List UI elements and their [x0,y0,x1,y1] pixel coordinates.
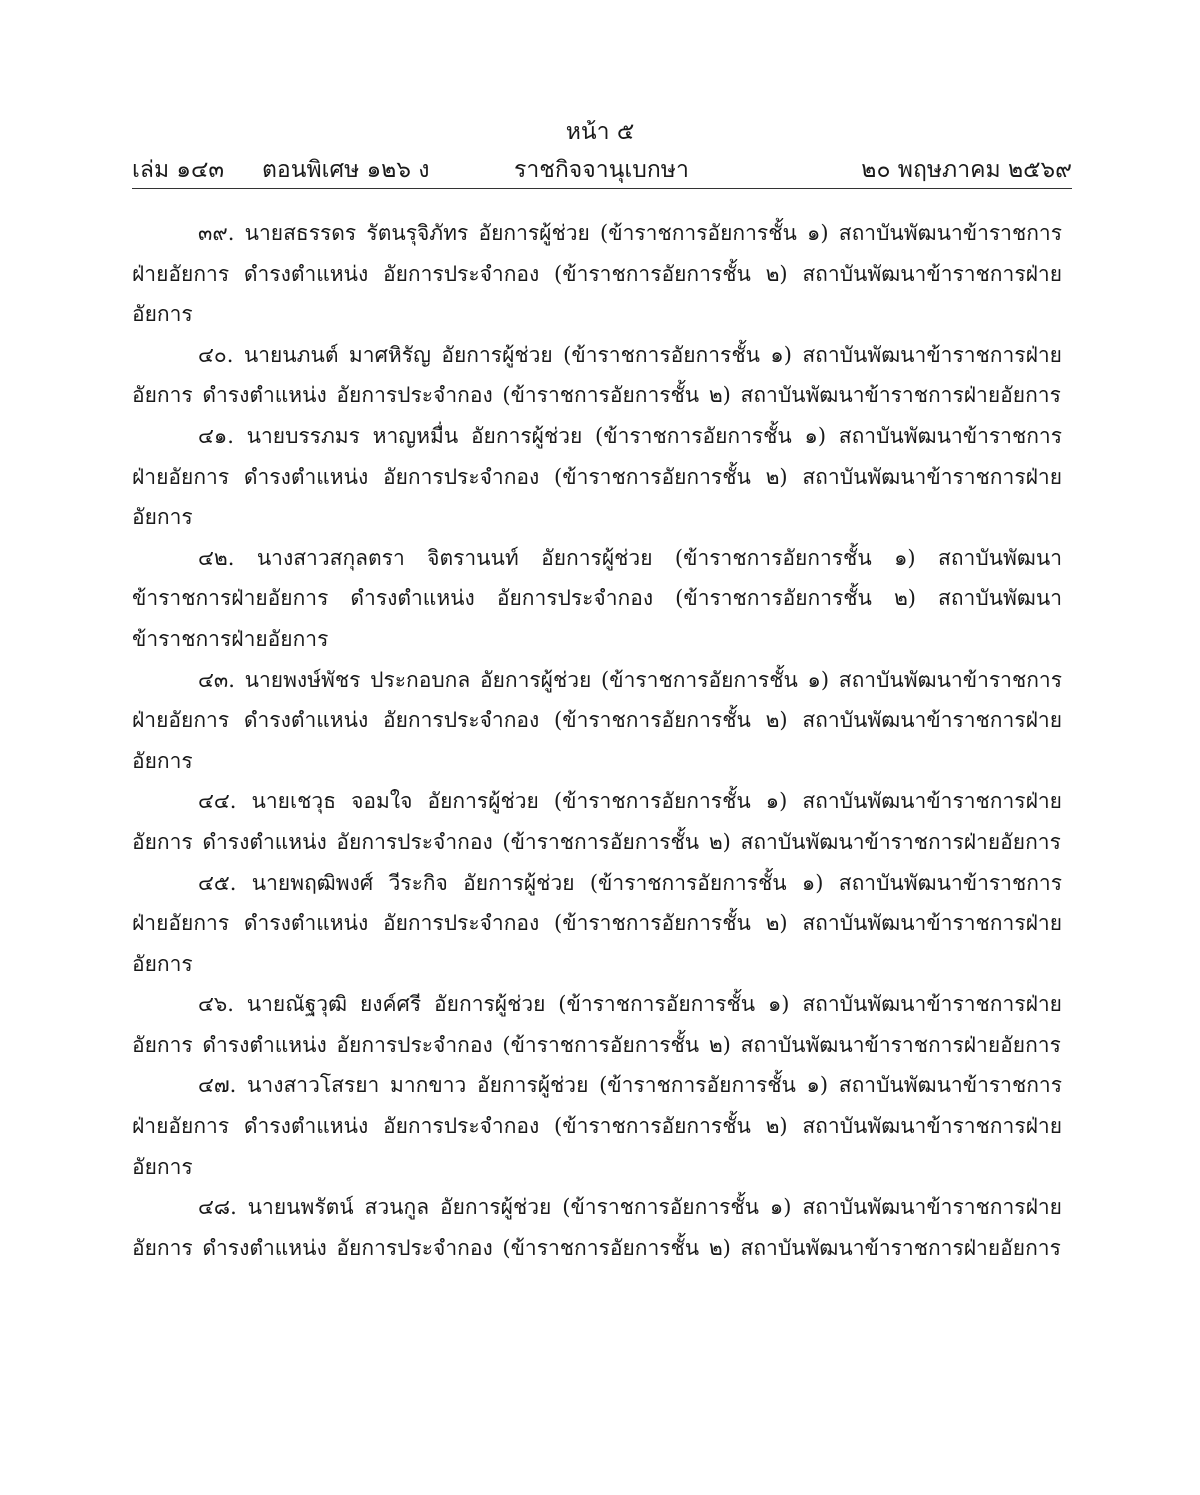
appointment-entry: ๔๓. นายพงษ์พัชร ประกอบกล อัยการผู้ช่วย (ข้าราชการอัยการชั้น ๑) สถาบันพัฒนาข้าราชการฝ่ายอัยการ ดำรงตำแหน่ง อัยการประจำกอง (ข้าราชการอัยการชั้น ๒) สถาบันพัฒนาข้าราชการฝ่ายอัยการ [132,667,1062,773]
page-number: หน้า ๕ [565,119,635,145]
header-divider [132,188,1072,189]
volume-label: เล่ม ๑๔๓ [132,157,225,183]
gazette-header [132,152,1072,188]
appointment-entry: ๓๙. นายสธรรดร รัตนรุจิภัทร อัยการผู้ช่วย (ข้าราชการอัยการชั้น ๑) สถาบันพัฒนาข้าราชการฝ่ายอัยการ ดำรงตำแหน่ง อัยการประจำกอง (ข้าราชการอัยการชั้น ๒) สถาบันพัฒนาข้าราชการฝ่ายอัยการ [132,221,1062,327]
appointment-entry: ๔๒. นางสาวสกุลตรา จิตรานนท์ อัยการผู้ช่วย (ข้าราชการอัยการชั้น ๑) สถาบันพัฒนาข้าราชการฝ่ายอัยการ ดำรงตำแหน่ง อัยการประจำกอง (ข้าราชการอัยการชั้น ๒) สถาบันพัฒนาข้าราชการฝ่ายอัยการ [132,545,1062,651]
appointment-list [132,213,1062,1268]
publication-date: ๒๐ พฤษภาคม ๒๕๖๙ [861,157,1072,183]
appointment-entry: ๔๔. นายเชวุธ จอมใจ อัยการผู้ช่วย (ข้าราชการอัยการชั้น ๑) สถาบันพัฒนาข้าราชการฝ่ายอัยการ ดำรงตำแหน่ง อัยการประจำกอง (ข้าราชการอัยการชั้น ๒) สถาบันพัฒนาข้าราชการฝ่ายอัยการ [132,789,1062,854]
gazette-title: ราชกิจจานุเบกษา [514,157,689,183]
appointment-entry: ๔๘. นายนพรัตน์ สวนกูล อัยการผู้ช่วย (ข้าราชการอัยการชั้น ๑) สถาบันพัฒนาข้าราชการฝ่ายอัยการ ดำรงตำแหน่ง อัยการประจำกอง (ข้าราชการอัยการชั้น ๒) สถาบันพัฒนาข้าราชการฝ่ายอัยการ [132,1195,1062,1260]
appointment-entry: ๔๑. นายบรรภมร หาญหมื่น อัยการผู้ช่วย (ข้าราชการอัยการชั้น ๑) สถาบันพัฒนาข้าราชการฝ่ายอัยการ ดำรงตำแหน่ง อัยการประจำกอง (ข้าราชการอัยการชั้น ๒) สถาบันพัฒนาข้าราชการฝ่ายอัยการ [132,423,1062,530]
issue-label: ตอนพิเศษ ๑๒๖ ง [262,157,430,183]
appointment-entry: ๔๐. นายนภนต์ มาศหิรัญ อัยการผู้ช่วย (ข้าราชการอัยการชั้น ๑) สถาบันพัฒนาข้าราชการฝ่ายอัยการ ดำรงตำแหน่ง อัยการประจำกอง (ข้าราชการอัยการชั้น ๒) สถาบันพัฒนาข้าราชการฝ่ายอัยการ [132,342,1062,408]
appointment-entry: ๔๕. นายพฤฒิพงศ์ วีระกิจ อัยการผู้ช่วย (ข้าราชการอัยการชั้น ๑) สถาบันพัฒนาข้าราชการฝ่ายอัยการ ดำรงตำแหน่ง อัยการประจำกอง (ข้าราชการอัยการชั้น ๒) สถาบันพัฒนาข้าราชการฝ่ายอัยการ [132,870,1062,976]
appointment-entry: ๔๖. นายณัฐวุฒิ ยงค์ศรี อัยการผู้ช่วย (ข้าราชการอัยการชั้น ๑) สถาบันพัฒนาข้าราชการฝ่ายอัยการ ดำรงตำแหน่ง อัยการประจำกอง (ข้าราชการอัยการชั้น ๒) สถาบันพัฒนาข้าราชการฝ่ายอัยการ [132,992,1062,1057]
appointment-entry: ๔๗. นางสาวโสรยา มากขาว อัยการผู้ช่วย (ข้าราชการอัยการชั้น ๑) สถาบันพัฒนาข้าราชการฝ่ายอัยการ ดำรงตำแหน่ง อัยการประจำกอง (ข้าราชการอัยการชั้น ๒) สถาบันพัฒนาข้าราชการฝ่ายอัยการ [132,1073,1062,1179]
